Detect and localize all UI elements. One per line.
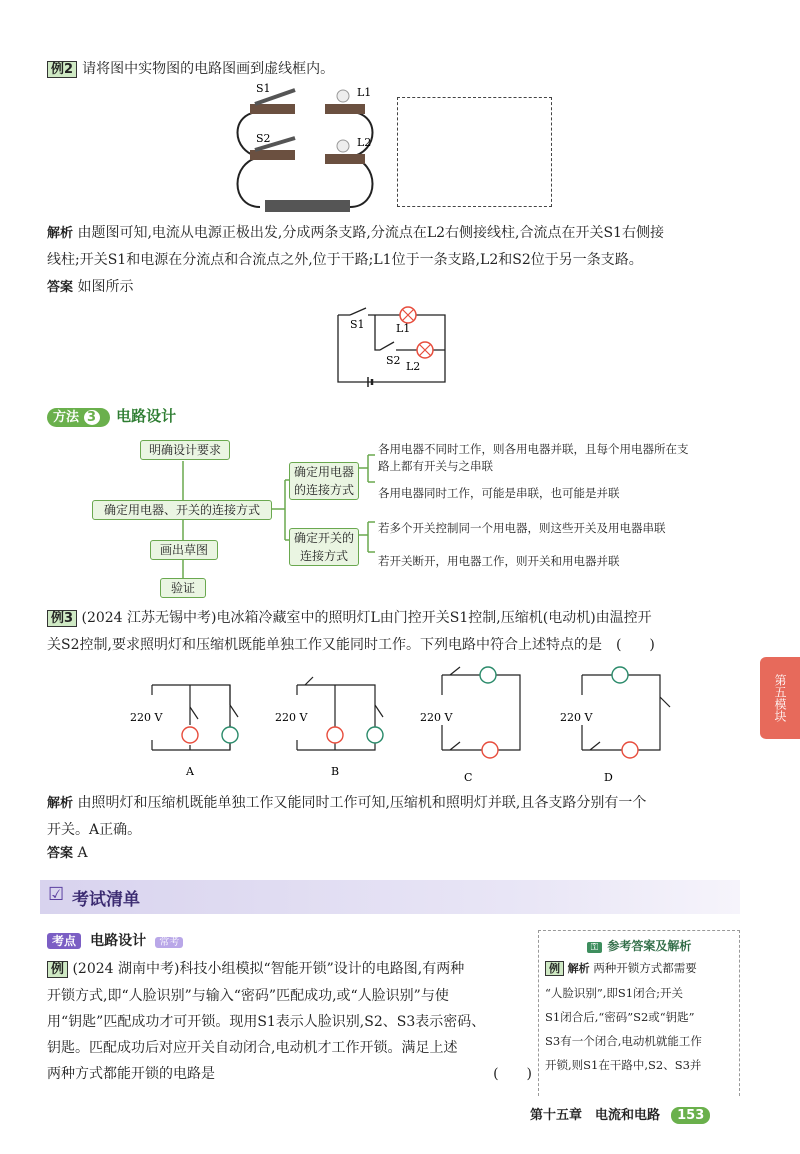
label-l1: L1	[396, 322, 411, 335]
circuit-photo	[230, 82, 380, 217]
example-tag: 例	[47, 961, 68, 978]
node-appliance-connection: 确定用电器的连接方式	[289, 462, 359, 500]
answer-label: 答案	[47, 846, 74, 861]
answer-paren: ( )	[493, 1066, 532, 1082]
option-label-d: D	[604, 771, 613, 784]
answer-dashed-box	[397, 97, 552, 207]
option-circuits	[130, 665, 750, 790]
ref-line-1: 两种开锁方式都需要	[593, 961, 697, 975]
key-icon: ⚿	[587, 942, 603, 953]
lamp-l1-bulb	[337, 90, 349, 102]
question-line-2: 开锁方式,即“人脸识别”与输入“密码”匹配成功,或“人脸识别”与使	[47, 988, 449, 1004]
analysis-line2: 线柱;开关S1和电源在分流点和合流点之外,位于干路;L1位于一条支路,L2和S2位于另一条支路。	[47, 252, 643, 268]
ref-line-2: “人脸识别”,即S1闭合;开关	[545, 986, 683, 1000]
answer-label: 答案	[47, 280, 74, 295]
label-s2: S2	[256, 132, 271, 145]
option-label-c: C	[464, 771, 473, 784]
module-side-tab[interactable]: 第五模块	[760, 657, 800, 739]
option-b-circuit	[275, 677, 383, 778]
ref-line-5: 开锁,则S1在干路中,S2、S3并	[545, 1058, 702, 1072]
node-clarify-requirements: 明确设计要求	[140, 440, 230, 460]
switch-s2	[380, 342, 394, 350]
voltage-label: 220 V	[560, 711, 593, 724]
exam-question	[47, 956, 532, 1087]
analysis-label: 解析	[47, 226, 74, 241]
example3-question	[47, 605, 747, 658]
page-footer	[530, 1104, 710, 1123]
label-s1: S1	[350, 318, 365, 331]
ref-line-3: S1闭合后,“密码”S2或“钥匙”	[545, 1010, 695, 1024]
method-title: 电路设计	[116, 407, 177, 425]
option-c-circuit	[420, 667, 520, 784]
option-label-a: A	[186, 765, 194, 778]
ref-header	[539, 935, 739, 954]
reference-answer-column	[538, 930, 740, 1096]
question-line-3: 用“钥匙”匹配成功才可开锁。现用S1表示人脸识别,S2、S3表示密码、	[47, 1014, 486, 1030]
question-line-5: 两种方式都能开锁的电路是	[47, 1066, 215, 1082]
exam-point-header	[47, 930, 183, 950]
banner-title: 考试清单	[72, 890, 140, 910]
node-draw-sketch: 画出草图	[150, 540, 218, 560]
lamp-l2-base	[325, 154, 365, 164]
ref-body	[539, 954, 739, 1079]
node-determine-connection: 确定用电器、开关的连接方式	[92, 500, 272, 520]
question-line1: (2024 江苏无锡中考)电冰箱冷藏室中的照明灯L由门控开关S1控制,压缩机(电动机)由温控开	[81, 610, 652, 626]
method-num: 3	[84, 410, 100, 425]
label-l1: L1	[357, 86, 372, 99]
exam-banner	[40, 880, 740, 914]
ref-label: 解析	[567, 962, 590, 975]
node-switch-connection: 确定开关的连接方式	[289, 528, 359, 566]
question-text: 请将图中实物图的电路图画到虚线框内。	[82, 61, 335, 77]
checkbox-icon: ☑	[48, 884, 65, 905]
point-title: 电路设计	[90, 933, 147, 949]
analysis-line2: 开关。A正确。	[47, 822, 142, 838]
label-l2: L2	[357, 136, 372, 149]
analysis-line1: 由题图可知,电流从电源正极出发,分成两条支路,分流点在L2右侧接线柱,合流点在开关S1右侧接	[77, 225, 664, 241]
example2-header	[47, 56, 334, 82]
analysis-line1: 由照明灯和压缩机既能单独工作又能同时工作可知,压缩机和照明灯并联,且各支路分别有一个	[77, 795, 647, 811]
chapter-title: 第十五章 电流和电路	[530, 1108, 661, 1123]
ref-title: 参考答案及解析	[607, 939, 692, 953]
option-d-circuit	[560, 667, 670, 784]
lamp-l1-base	[325, 104, 365, 114]
voltage-label: 220 V	[275, 711, 308, 724]
answer-text: A	[77, 845, 88, 861]
ref-tag: 例	[545, 961, 564, 976]
battery-box	[265, 200, 350, 212]
answer-circuit-diagram	[330, 300, 460, 390]
lamp-l2-bulb	[337, 140, 349, 152]
rule-text-4: 若开关断开，用电器工作，则开关和用电器并联	[378, 554, 620, 568]
method-tag: 方法	[53, 410, 80, 425]
analysis-label: 解析	[47, 796, 74, 811]
question-line-4: 钥匙。匹配成功后对应开关自动闭合,电动机才工作开锁。满足上述	[47, 1040, 458, 1056]
example3-answer	[47, 840, 88, 867]
example2-answer	[47, 274, 133, 301]
label-s1: S1	[256, 82, 271, 95]
label-l2: L2	[406, 360, 421, 373]
option-label-b: B	[331, 765, 340, 778]
rule-text-3: 若多个开关控制同一个用电器，则这些开关及用电器串联	[378, 521, 666, 535]
switch-s1	[350, 308, 366, 315]
voltage-label: 220 V	[420, 711, 453, 724]
point-badge: 常考	[155, 937, 183, 948]
example3-analysis	[47, 790, 747, 843]
page-number: 153	[671, 1107, 710, 1124]
example-tag: 例2	[47, 61, 77, 78]
label-s2: S2	[386, 354, 401, 367]
rule-text-1: 各用电器不同时工作，则各用电器并联，且每个用电器所在支路上都有开关与之串联	[378, 442, 689, 473]
example2-analysis	[47, 220, 747, 273]
node-verify: 验证	[160, 578, 206, 598]
ref-line-4: S3有一个闭合,电动机就能工作	[545, 1034, 702, 1048]
answer-text: 如图所示	[77, 279, 134, 295]
option-a-circuit	[130, 685, 238, 778]
question-line2: 关S2控制,要求照明灯和压缩机既能单独工作又能同时工作。下列电路中符合上述特点的是 ( )	[47, 637, 655, 653]
example-tag: 例3	[47, 610, 77, 627]
method3-header	[47, 405, 176, 426]
point-tag: 考点	[47, 933, 81, 949]
rule-text-2: 各用电器同时工作，可能是串联，也可能是并联	[378, 486, 620, 500]
question-line-1: (2024 湖南中考)科技小组模拟“智能开锁”设计的电路图,有两种	[72, 961, 465, 977]
voltage-label: 220 V	[130, 711, 163, 724]
